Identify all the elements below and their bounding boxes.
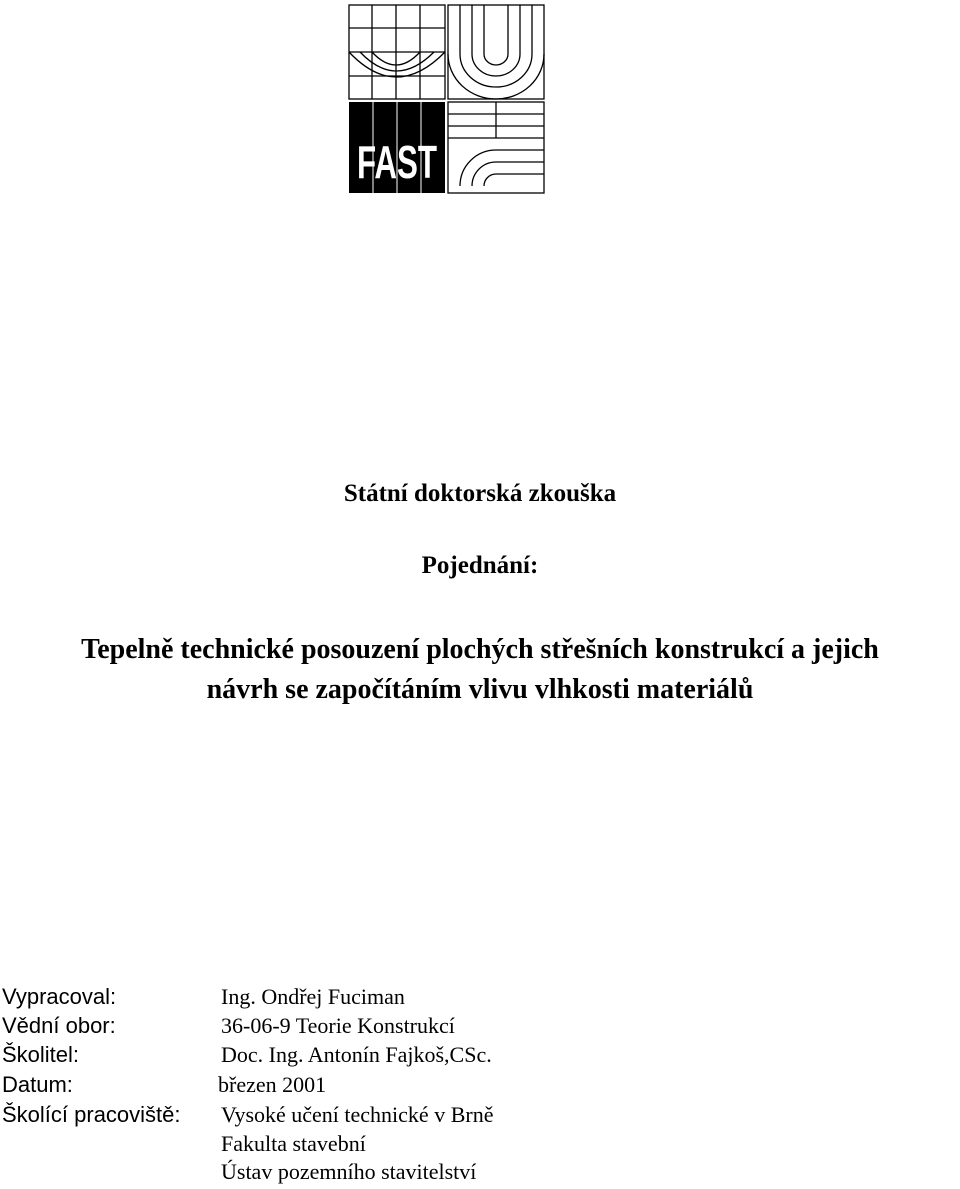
field-value: 36-06-9 Teorie Konstrukcí bbox=[221, 1013, 455, 1038]
field-label: Vědní obor: bbox=[2, 1013, 116, 1038]
date-value: březen 2001 bbox=[218, 1072, 327, 1097]
treatise-label: Pojednání: bbox=[421, 552, 539, 579]
supervisor-label: Školitel: bbox=[2, 1042, 80, 1067]
fast-vut-logo bbox=[348, 4, 546, 194]
institution-line-1: Vysoké učení technické v Brně bbox=[221, 1102, 494, 1127]
institution-label: Školící pracoviště: bbox=[2, 1102, 181, 1127]
thesis-title-line-1: Tepelně technické posouzení plochých střešních konstrukcí a jejich bbox=[81, 634, 879, 665]
exam-title: Státní doktorská zkouška bbox=[343, 480, 617, 507]
supervisor-value: Doc. Ing. Antonín Fajkoš,CSc. bbox=[221, 1042, 492, 1067]
logo-fast-text: FAST bbox=[357, 136, 437, 188]
thesis-title-line-2: návrh se započítáním vlivu vlhkosti materiálů bbox=[206, 674, 754, 705]
author-label: Vypracoval: bbox=[2, 984, 117, 1009]
institution-line-2: Fakulta stavební bbox=[221, 1131, 366, 1156]
author-value: Ing. Ondřej Fuciman bbox=[221, 984, 405, 1009]
date-label: Datum: bbox=[2, 1072, 73, 1097]
institution-line-3: Ústav pozemního stavitelství bbox=[221, 1159, 477, 1184]
